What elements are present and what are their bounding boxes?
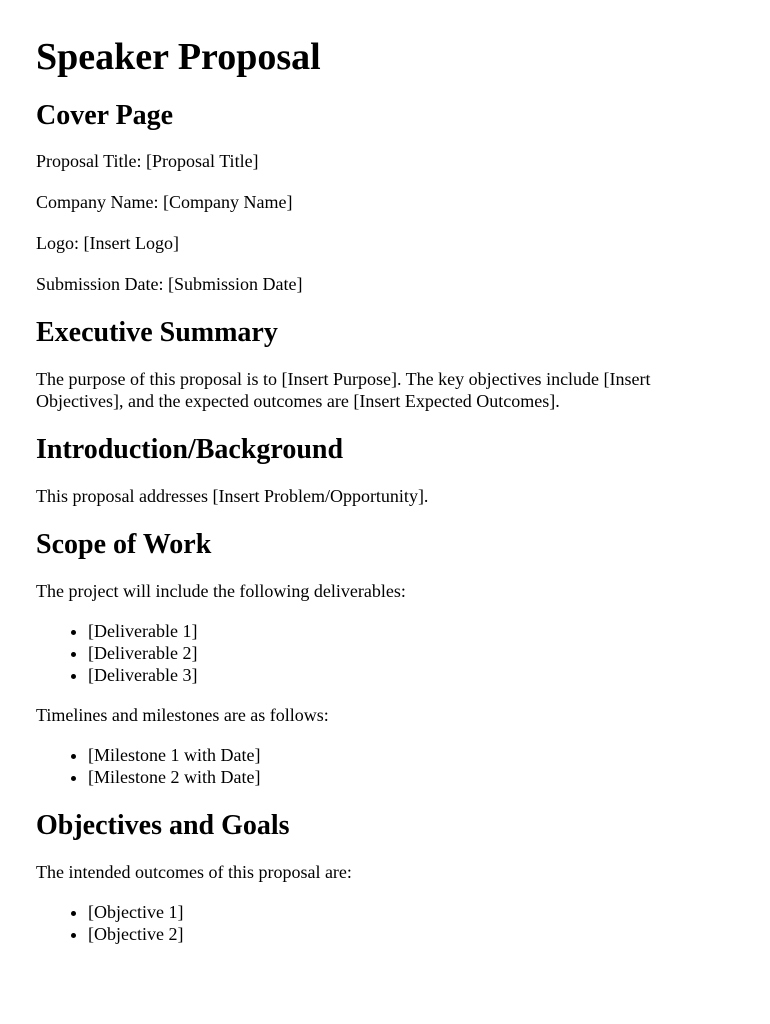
list-item: • [Deliverable 3] [88, 664, 734, 686]
list-item: • [Milestone 2 with Date] [88, 766, 734, 788]
deliverables-list [36, 620, 734, 686]
list-item: • [Deliverable 1] [88, 620, 734, 642]
submission-date-line: Submission Date: [Submission Date] [36, 274, 303, 294]
introduction-text: This proposal addresses [Insert Problem/Opportunity]. [36, 486, 429, 506]
executive-summary-heading: Executive Summary [36, 317, 278, 348]
company-name-line: Company Name: [Company Name] [36, 192, 293, 212]
executive-summary-text: The purpose of this proposal is to [Insert Purpose]. The key objectives include [Insert Objectives], and the expected outcomes are [Insert Expected Outcomes]. [36, 369, 651, 411]
introduction-heading: Introduction/Background [36, 434, 344, 465]
list-item: • [Objective 2] [88, 923, 734, 945]
cover-page-heading: Cover Page [36, 100, 174, 131]
list-item: • [Deliverable 2] [88, 642, 734, 664]
objectives-intro: The intended outcomes of this proposal are: [36, 862, 352, 882]
document-title: Speaker Proposal [36, 36, 321, 78]
milestones-list [36, 744, 734, 788]
scope-of-work-heading: Scope of Work [36, 529, 212, 560]
objectives-heading: Objectives and Goals [36, 810, 290, 841]
proposal-title-line: Proposal Title: [Proposal Title] [36, 151, 259, 171]
list-item: • [Objective 1] [88, 901, 734, 923]
list-item: • [Milestone 1 with Date] [88, 744, 734, 766]
logo-line: Logo: [Insert Logo] [36, 233, 179, 253]
objectives-list [36, 901, 734, 945]
deliverables-intro: The project will include the following deliverables: [36, 581, 406, 601]
milestones-intro: Timelines and milestones are as follows: [36, 705, 329, 725]
